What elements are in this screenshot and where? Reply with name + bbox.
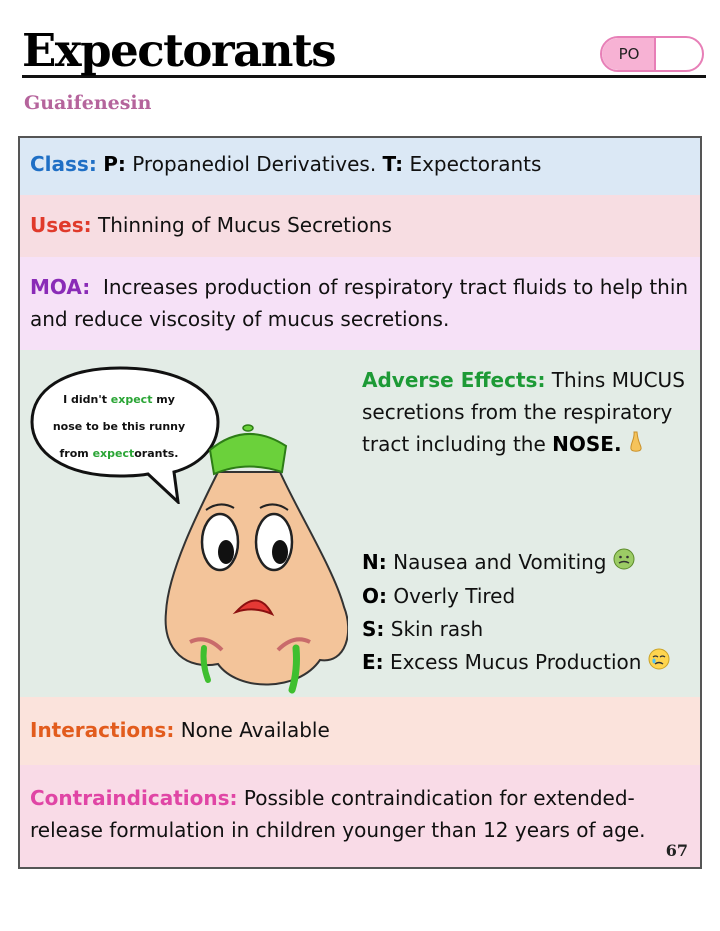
bubble-line-1-b: my [152,393,175,406]
interactions-label: Interactions: [30,718,175,742]
bubble-line-2: nose to be this runny [52,420,186,433]
adverse-effects-label: Adverse Effects: [362,368,546,392]
class-label: Class: [30,152,97,176]
interactions-text: None Available [180,718,330,742]
drug-name: Guaifenesin [24,92,152,114]
moa-text: Increases production of respiratory tract fluids to help thin and reduce viscosity of mucus secretions. [30,275,689,331]
bubble-highlight-3: expect [92,447,135,460]
class-t-label: T: [382,152,404,176]
header [22,24,706,78]
bubble-line-1-a: I didn't [63,393,111,406]
interactions-section [20,697,700,765]
bubble-highlight-1: expect [110,393,153,406]
mnemonic-text: Skin rash [390,617,484,641]
page-title: Expectorants [22,24,336,77]
mnemonic-text: Excess Mucus Production [390,650,642,674]
mnemonic-letter: S: [362,617,385,641]
adverse-effects-nose: NOSE. [552,432,622,456]
mnemonic-letter: O: [362,584,387,608]
class-t-value: Expectorants [409,152,542,176]
page-number: 67 [665,841,688,860]
nose-emoji-icon [628,430,644,462]
mnemonic-text: Overly Tired [393,584,516,608]
uses-section [20,195,700,257]
moa-label: MOA: [30,275,91,299]
mnemonic-item-e [362,646,692,680]
crying-face-icon [648,647,670,680]
moa-section [20,257,700,350]
adverse-effects-section [20,350,700,697]
mnemonic-item-s [362,613,692,646]
mnemonic-item-n [362,546,692,580]
nauseated-face-icon [613,547,635,580]
class-section [20,138,700,195]
class-p-label: P: [103,152,126,176]
bubble-line-3-a: from [59,447,93,460]
contraindications-label: Contraindications: [30,786,238,810]
mnemonic-letter: E: [362,650,384,674]
class-p-value: Propanediol Derivatives. [132,152,377,176]
bubble-line-3-b: orants. [134,447,179,460]
adverse-effects-description: Thins MUCUS secretions from the respiratory tract including the [362,368,685,456]
nose-character-illustration [148,402,348,702]
adverse-effects-text [362,364,692,462]
mnemonic-item-o [362,580,692,613]
contraindications-text: Possible contraindication for extended-release formulation in children younger than 12 years of age. [30,786,646,842]
route-toggle[interactable] [600,36,704,72]
uses-text: Thinning of Mucus Secretions [97,213,392,237]
adverse-effects-mnemonic [362,546,692,680]
drug-card [18,136,702,869]
uses-label: Uses: [30,213,92,237]
mnemonic-text: Nausea and Vomiting [393,550,607,574]
mnemonic-letter: N: [362,550,387,574]
route-label: PO [618,45,640,63]
contraindications-section [20,765,700,869]
